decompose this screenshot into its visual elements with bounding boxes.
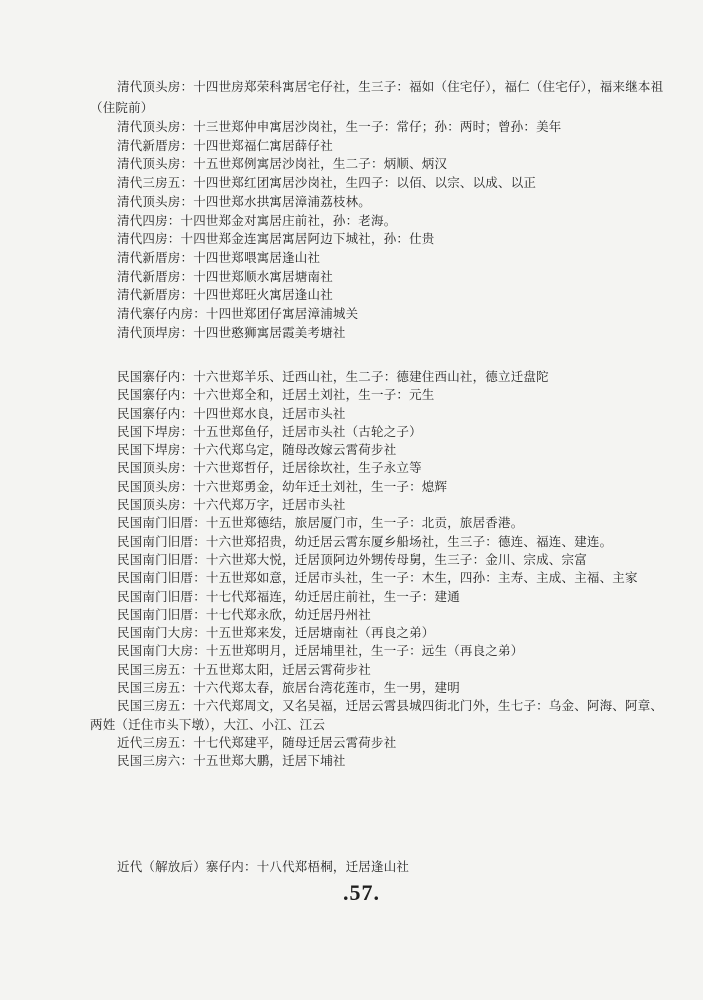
record-line: 清代四房：十四世郑金连寓居寓居阿边下城社，孙：仕贵 [117,231,435,247]
record-line: 民国寨仔内：十六世郑羊乐、迁西山社，生二子：德建住西山社，德立迁盘陀 [117,369,549,384]
record-line: 民国三房五：十五世郑太阳，迁居云霄荷步社 [117,661,372,677]
modern-era-section [90,858,668,877]
record-line: 民国南门旧厝：十五世郑如意，迁居市头社，生一子：木生，四孙：主寿、主成、主福、主家 [117,570,638,586]
record-line: 清代顶头房：十五世郑例寓居沙岗社，生二子：炳顺、炳汉 [117,156,448,172]
record-line: 近代三房五：十七代郑建平，随母迁居云霄荷步社 [117,734,397,750]
record-line: 民国南门大房：十五世郑来发，迁居塘南社（再良之弟） [117,625,435,641]
record-line: 民国寨仔内：十四世郑水良，迁居市头社 [117,405,346,421]
record-line: 民国下垾房：十六代郑乌定，随母改嫁云霄荷步社 [117,442,397,458]
record-line: 清代新厝房：十四世郑顺水寓居塘南社 [117,268,333,284]
record-line: 民国下垾房：十五世郑鱼仔，迁居市头社（古轮之子） [117,423,422,439]
record-line: 清代新厝房：十四世郑旺火寓居逢山社 [117,287,333,303]
record-line: 清代三房五：十四世郑红团寓居沙岗社，生四子：以佰、以宗、以成、以正 [117,175,537,191]
record-line: 民国顶头房：十六世郑哲仔，迁居徐坎社，生子永立等 [117,460,422,476]
record-line: 清代四房：十四世郑金对寓居庄前社，孙：老海。 [117,212,397,228]
page-number: .57. [343,880,380,905]
record-line: 民国三房六：十五世郑大鹏，迁居下埔社 [117,753,346,769]
record-line: 清代新厝房：十四世郑喂寓居逢山社 [117,249,321,265]
republic-era-section [90,368,668,771]
record-line: 民国南门旧厝：十七代郑永欣，幼迁居丹州社 [117,606,372,622]
record-line: 民国三房五：十六代郑太春，旅居台湾花莲市，生一男，建明 [117,680,460,696]
record-line: 民国南门旧厝：十五世郑德结，旅居厦门市，生一子：北贡，旅居香港。 [117,515,524,531]
qing-dynasty-section [90,76,668,342]
record-line: 民国顶头房：十六代郑万字，迁居市头社 [117,497,346,513]
record-line: 清代寨仔内房：十四世郑团仔寓居漳浦城关 [117,306,359,322]
record-line: 近代（解放后）寨仔内：十八代郑梧桐，迁居逢山社 [117,859,410,874]
record-line: 民国顶头房：十六世郑勇金，幼年迁土刘社，生一子：熄辉 [117,478,448,494]
record-line: 清代顶垾房：十四世憨狮寓居霞美考塘社 [117,324,346,340]
record-line: 民国南门旧厝：十六世郑招贵，幼迁居云霄东厦乡船场社，生三子：德连、福连、建连。 [117,533,613,549]
record-line: 民国南门旧厝：十六世郑大悦，迁居顶阿边外甥传母舅，生三子：金川、宗成、宗富 [117,551,587,567]
record-line: 民国南门大房：十五世郑明月，迁居埔里社，生一子：远生（再良之弟） [117,643,524,659]
record-line: 清代顶头房：十三世郑仲申寓居沙岗社，生一子：常仔；孙：两时；曾孙：美年 [117,119,562,134]
record-line: 民国寨仔内：十六世郑全和，迁居土刘社，生一子：元生 [117,387,435,403]
record-line: 清代顶头房：十四世房郑荣科寓居宅仔社，生三子：福如（住宅仔），福仁（住宅仔），福来继本祖（住院前） [90,79,664,115]
record-line: 清代新厝房：十四世郑福仁寓居薛仔社 [117,137,333,153]
record-line: 民国三房五：十六代郑周文，又名吴福，迁居云霄县城四街北门外，生七子：乌金、阿海、阿章、两姓（迁住市头下墩），大江、小江、江云 [90,698,664,732]
record-line: 民国南门旧厝：十七代郑福连，幼迁居庄前社，生一子：建通 [117,588,460,604]
record-line: 清代顶头房：十四世郑水拱寓居漳浦荔枝林。 [117,193,372,209]
